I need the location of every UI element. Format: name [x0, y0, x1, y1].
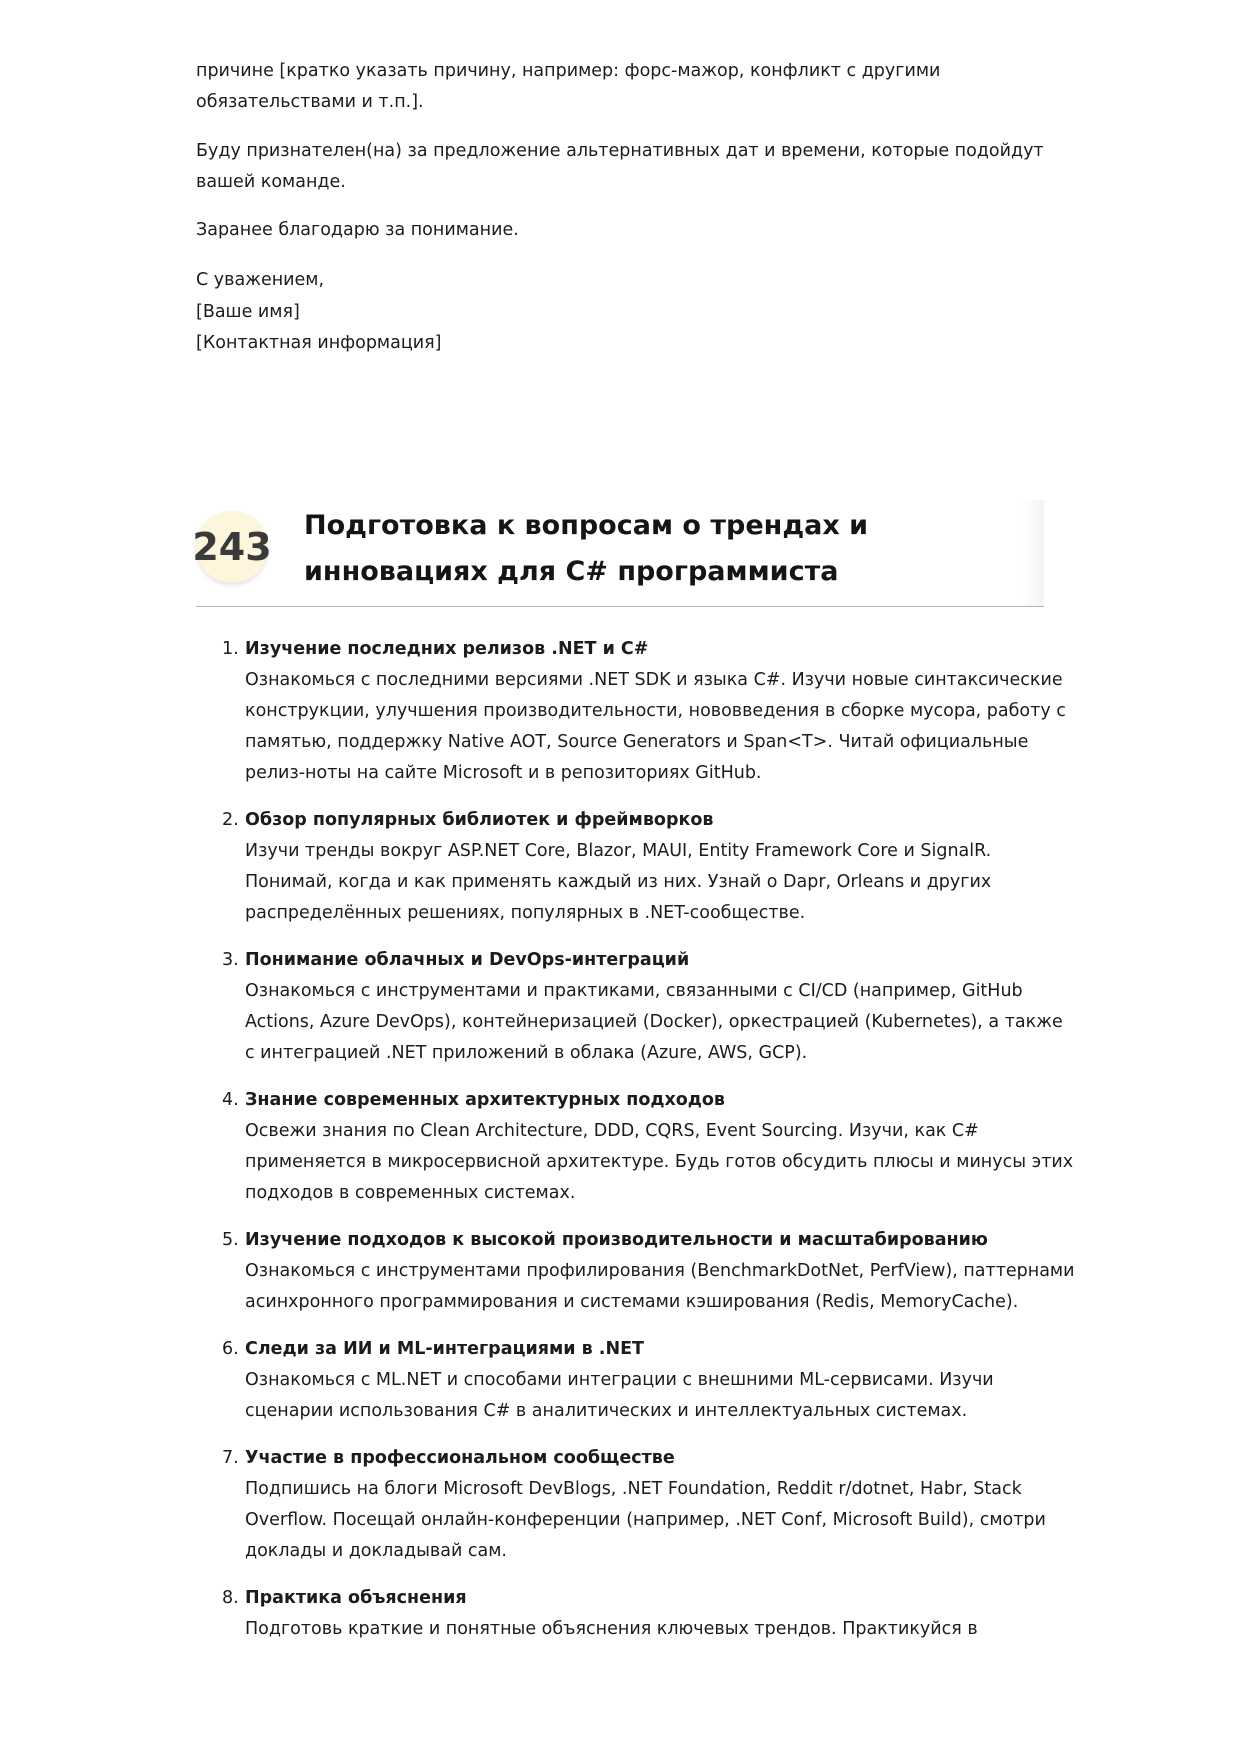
item-title: Изучение подходов к высокой производительности и масштабированию	[245, 1230, 988, 1250]
section-header	[192, 500, 1044, 607]
item-title: Участие в профессиональном сообществе	[245, 1448, 675, 1468]
signature-name: [Ваше имя]	[196, 301, 300, 322]
item-title: Практика объяснения	[245, 1588, 467, 1608]
list-item	[222, 634, 1075, 789]
item-number: 4.	[222, 1090, 239, 1110]
item-title: Понимание облачных и DevOps-интеграций	[245, 950, 690, 970]
letter-body	[196, 56, 1046, 376]
item-description: Ознакомься с инструментами профилирования (BenchmarkDotNet, PerfView), паттернами асинхронного программирования и системами кэширования (Redis, MemoryCache).	[245, 1261, 1075, 1312]
list-item	[222, 1334, 1075, 1427]
letter-paragraph: Буду признателен(на) за предложение альтернативных дат и времени, которые подойдут вашей команде.	[196, 140, 1044, 192]
item-description: Ознакомься с последними версиями .NET SDK и языка C#. Изучи новые синтаксические конструкции, улучшения производительности, нововведения в сборке мусора, работу с памятью, поддержку Native AOT, Source Generators и Span<T>. Читай официальные релиз-ноты на сайте Microsoft и в репозиториях GitHub.	[245, 670, 1066, 783]
item-description: Подготовь краткие и понятные объяснения ключевых трендов. Практикуйся в	[245, 1619, 978, 1639]
item-number: 2.	[222, 810, 239, 830]
tips-list	[222, 634, 1075, 1661]
item-number: 6.	[222, 1339, 239, 1359]
letter-signature	[196, 265, 1046, 359]
item-title: Изучение последних релизов .NET и C#	[245, 639, 649, 659]
item-description: Изучи тренды вокруг ASP.NET Core, Blazor, MAUI, Entity Framework Core и SignalR. Понимай, когда и как применять каждый из них. Узнай о Dapr, Orleans и других распределённых решениях, популярных в .NET-сообществе.	[245, 841, 992, 923]
section-title: Подготовка к вопросам о трендах и инновациях для C# программиста	[304, 510, 869, 587]
list-item	[222, 1583, 1075, 1645]
item-number: 7.	[222, 1448, 239, 1468]
item-number: 5.	[222, 1230, 239, 1250]
signature-contact: [Контактная информация]	[196, 333, 442, 354]
letter-paragraph: причине [кратко указать причину, например: форс-мажор, конфликт с другими обязательствами и т.п.].	[196, 61, 941, 113]
item-description: Ознакомься с ML.NET и способами интеграции с внешними ML-сервисами. Изучи сценарии использования C# в аналитических и интеллектуальных системах.	[245, 1370, 994, 1421]
item-number: 3.	[222, 950, 239, 970]
list-item	[222, 1443, 1075, 1567]
item-title: Следи за ИИ и ML-интеграциями в .NET	[245, 1339, 644, 1359]
list-item	[222, 805, 1075, 929]
list-item	[222, 1085, 1075, 1209]
section-number-badge: 243	[196, 511, 268, 583]
item-description: Подпишись на блоги Microsoft DevBlogs, .NET Foundation, Reddit r/dotnet, Habr, Stack Overflow. Посещай онлайн-конференции (например, .NET Conf, Microsoft Build), смотри доклады и докладывай сам.	[245, 1479, 1046, 1561]
item-title: Обзор популярных библиотек и фреймворков	[245, 810, 714, 830]
letter-paragraph: Заранее благодарю за понимание.	[196, 220, 519, 241]
signature-closing: С уважением,	[196, 270, 325, 291]
item-description: Ознакомься с инструментами и практиками, связанными с CI/CD (например, GitHub Actions, Azure DevOps), контейнеризацией (Docker), оркестрацией (Kubernetes), а также с интеграцией .NET приложений в облака (Azure, AWS, GCP).	[245, 981, 1063, 1063]
item-description: Освежи знания по Clean Architecture, DDD, CQRS, Event Sourcing. Изучи, как C# применяется в микросервисной архитектуре. Будь готов обсудить плюсы и минусы этих подходов в современных системах.	[245, 1121, 1074, 1203]
list-item	[222, 1225, 1075, 1318]
item-number: 8.	[222, 1588, 239, 1608]
list-item	[222, 945, 1075, 1069]
item-title: Знание современных архитектурных подходов	[245, 1090, 726, 1110]
item-number: 1.	[222, 639, 239, 659]
